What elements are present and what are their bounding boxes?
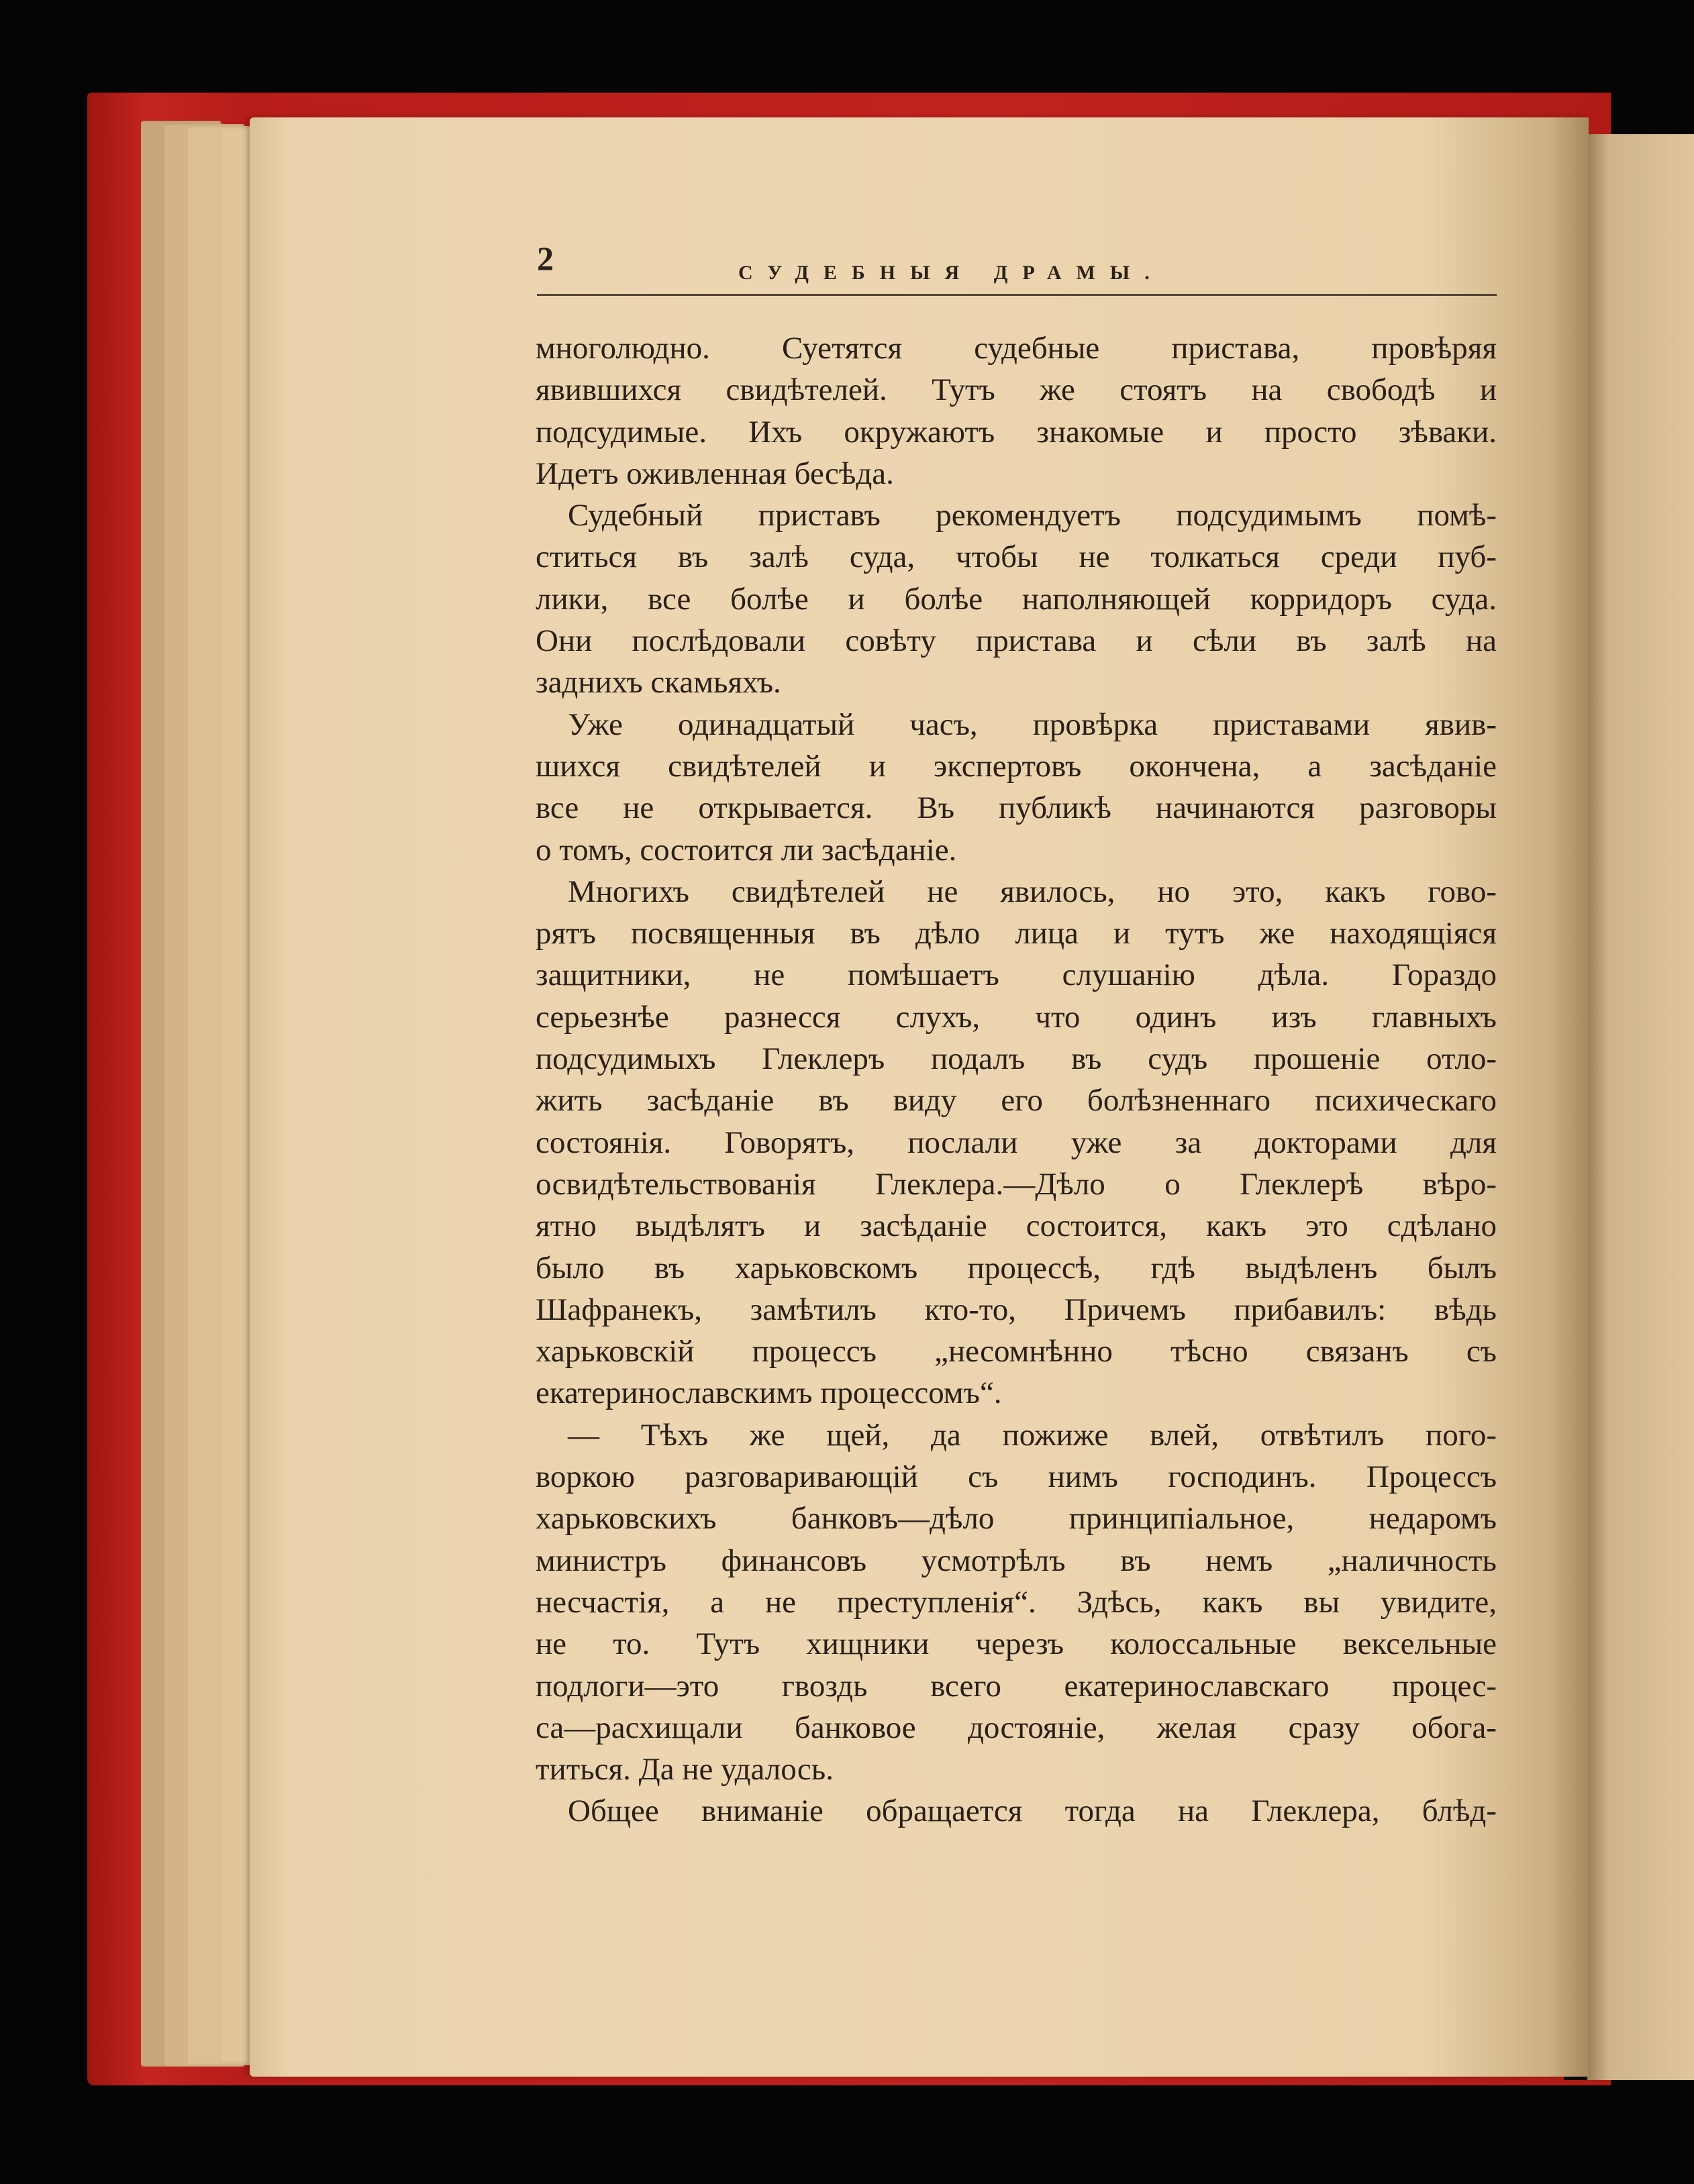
text-line: ститься въ залѣ суда, чтобы не толкаться среди пуб- (536, 539, 1497, 575)
text-line: са—расхищали банковое достояніе, желая сразу обога- (536, 1710, 1497, 1745)
body-text (536, 327, 1497, 1832)
text-line: жить засѣданіе въ виду его болѣзненнаго психическаго (536, 1083, 1497, 1119)
running-title: СУДЕБНЫЯ ДРАМЫ. (738, 262, 1164, 284)
text-line: титься. Да не удалось. (536, 1752, 834, 1787)
facing-page (1587, 134, 1694, 2080)
text-line: Они послѣдовали совѣту пристава и сѣли въ залѣ на (536, 623, 1497, 659)
paragraph (536, 495, 1497, 703)
text-line: лики, все болѣе и болѣе наполняющей корридоръ суда. (536, 581, 1497, 617)
text-line: Общее вниманіе обращается тогда на Глеклера, блѣд- (568, 1793, 1497, 1829)
text-line: ятно выдѣлятъ и засѣданіе состоится, какъ это сдѣлано (536, 1208, 1497, 1244)
text-line: воркою разговаривающій съ нимъ господинъ. Процессъ (536, 1459, 1497, 1495)
text-line: министръ финансовъ усмотрѣлъ въ немъ „наличность (536, 1543, 1497, 1578)
text-line: состоянія. Говорятъ, послали уже за докторами для (536, 1125, 1497, 1160)
text-line: подлоги—это гвоздь всего екатеринославскаго процес- (536, 1668, 1497, 1704)
text-line: не то. Тутъ хищники черезъ колоссальные вексельные (536, 1626, 1497, 1662)
text-line: харьковскій процессъ „несомнѣнно тѣсно связанъ съ (536, 1334, 1497, 1369)
text-line: несчастія, а не преступленія“. Здѣсь, какъ вы увидите, (536, 1584, 1497, 1620)
text-line: Многихъ свидѣтелей не явилось, но это, какъ гово- (568, 874, 1497, 909)
paragraph (536, 1414, 1497, 1791)
text-line: Шафранекъ, замѣтилъ кто-то, Причемъ прибавилъ: вѣдь (536, 1292, 1497, 1327)
text-line: Судебный приставъ рекомендуетъ подсудимымъ помѣ- (568, 498, 1497, 533)
text-line: шихся свидѣтелей и экспертовъ окончена, а засѣданіе (536, 748, 1497, 784)
paragraph (536, 871, 1497, 1414)
text-line: Идетъ оживленная бесѣда. (536, 456, 894, 491)
text-line: — Тѣхъ же щей, да пожиже влей, отвѣтилъ пого- (568, 1417, 1497, 1453)
text-line: о томъ, состоится ли засѣданіе. (536, 832, 957, 868)
text-line: подсудимые. Ихъ окружаютъ знакомые и просто зѣваки. (536, 414, 1497, 450)
text-line: защитники, не помѣшаетъ слушанію дѣла. Гораздо (536, 957, 1497, 993)
text-line: Уже одинадцатый часъ, провѣрка приставами явив- (568, 707, 1497, 742)
text-line: заднихъ скамьяхъ. (536, 665, 781, 700)
header-rule (537, 294, 1497, 296)
paragraph (536, 704, 1497, 871)
text-line: освидѣтельствованія Глеклера.—Дѣло о Глеклерѣ вѣро- (536, 1166, 1497, 1202)
text-line: рятъ посвященныя въ дѣло лица и тутъ же находящіяся (536, 916, 1497, 951)
text-line: серьезнѣе разнесся слухъ, что одинъ изъ главныхъ (536, 999, 1497, 1035)
text-line: подсудимыхъ Глеклеръ подалъ въ судъ прошеніе отло- (536, 1041, 1497, 1077)
text-line: все не открывается. Въ публикѣ начинаются разговоры (536, 790, 1497, 826)
paragraph (536, 327, 1497, 495)
text-line: явившихся свидѣтелей. Тутъ же стоятъ на свободѣ и (536, 372, 1497, 408)
text-line: было въ харьковскомъ процессѣ, гдѣ выдѣленъ былъ (536, 1250, 1497, 1286)
page-number: 2 (537, 240, 554, 277)
paragraph (536, 1790, 1497, 1832)
text-line: харьковскихъ банковъ—дѣло принципіальное, недаромъ (536, 1501, 1497, 1537)
text-line: екатеринославскимъ процессомъ“. (536, 1375, 1002, 1411)
text-line: многолюдно. Суетятся судебные пристава, провѣряя (536, 331, 1497, 366)
